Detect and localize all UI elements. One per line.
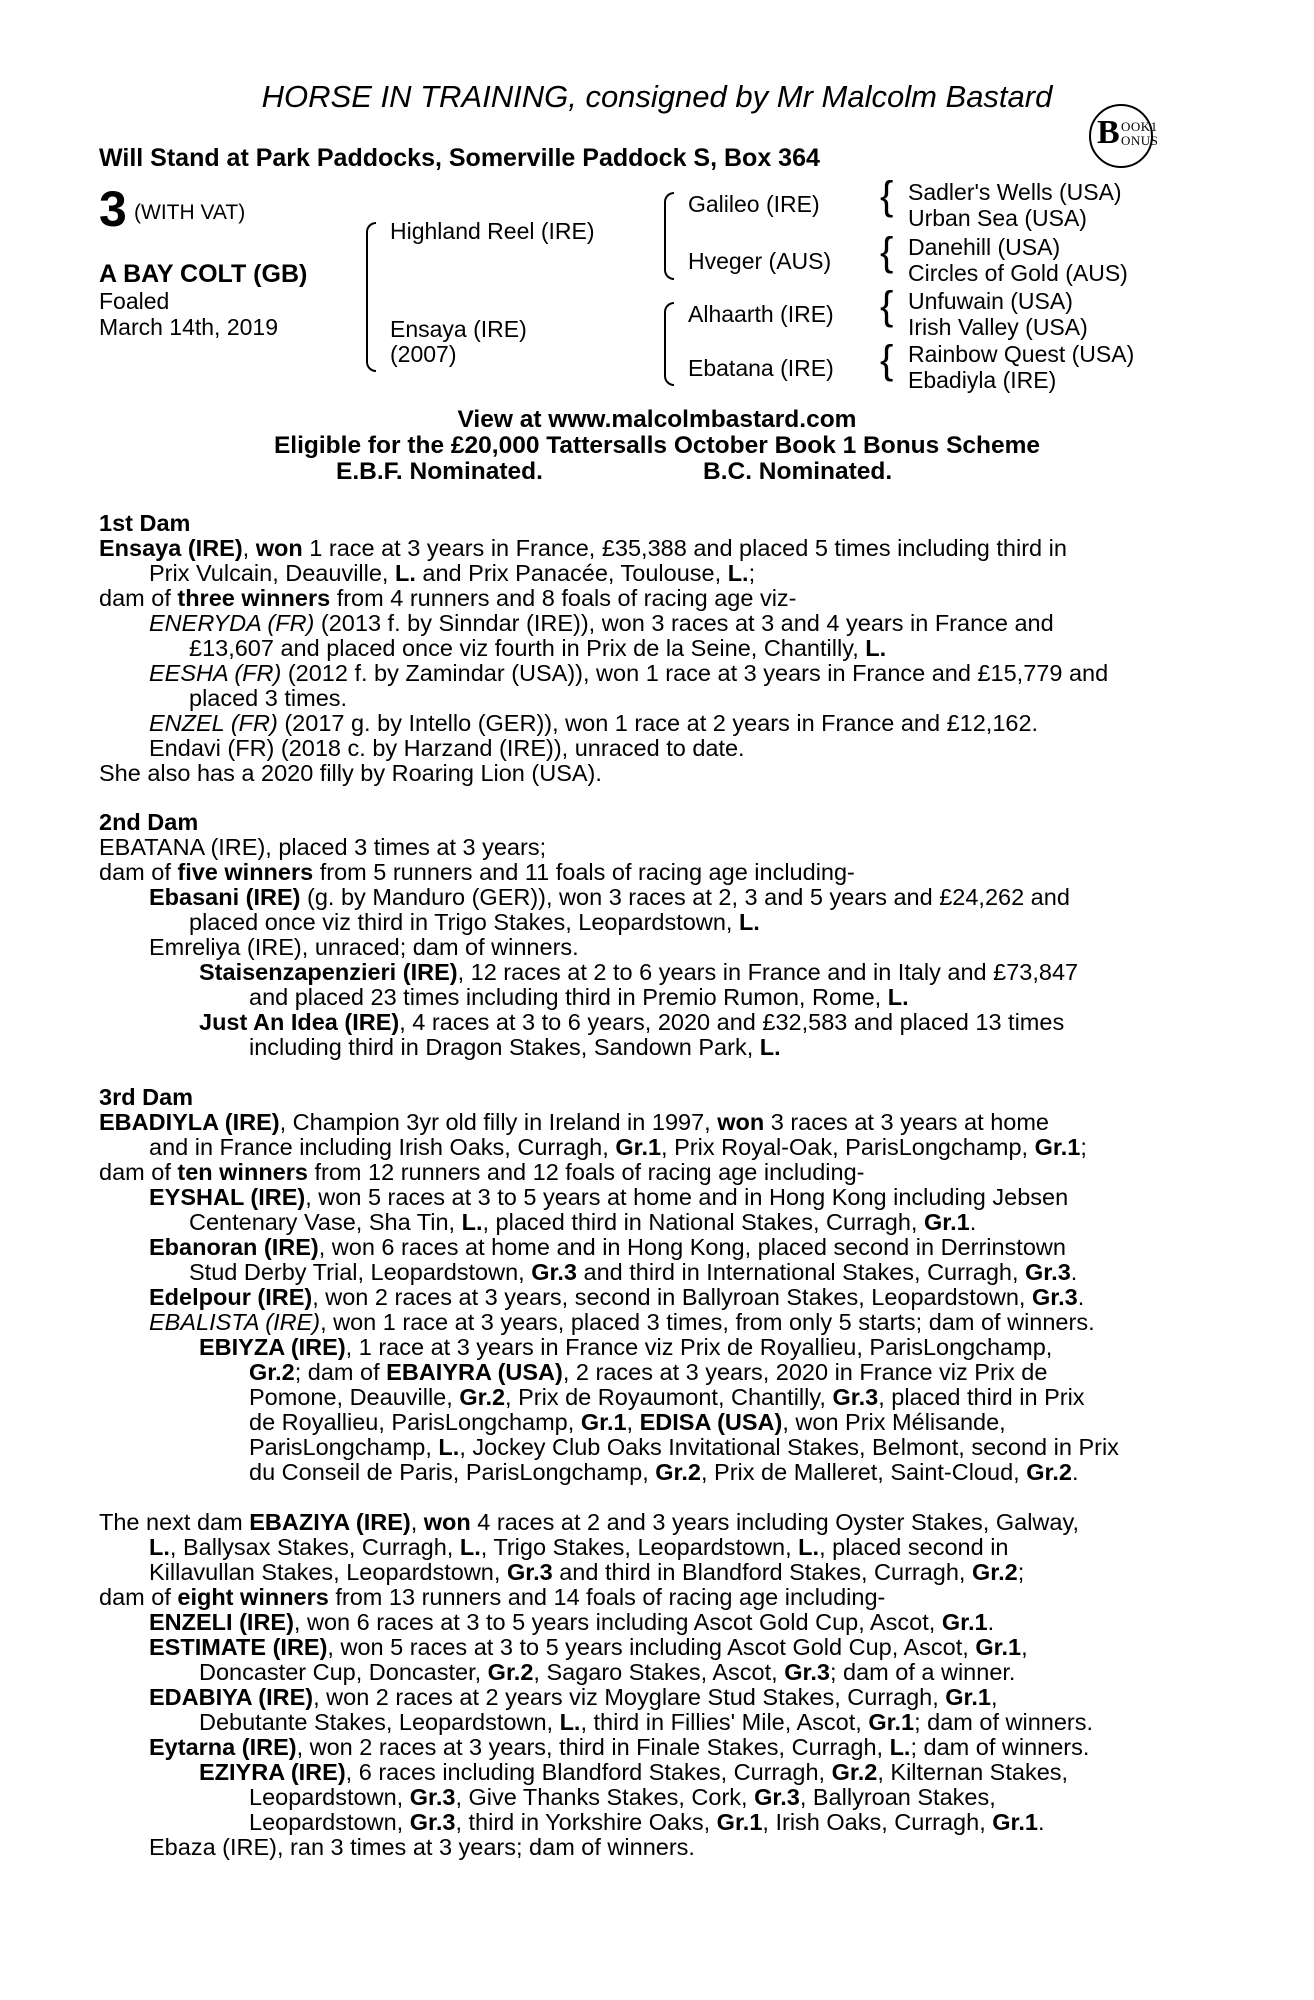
second-dam-line-5: Emreliya (IRE), unraced; dam of winners. (149, 934, 579, 960)
brace-2: { (880, 230, 894, 274)
third-dam-line-2: and in France including Irish Oaks, Curragh, Gr.1, Prix Royal-Oak, ParisLongchamp, Gr.1; (149, 1134, 1087, 1160)
third-dam-line-11: Gr.2; dam of EBAIYRA (USA), 2 races at 3 years, 2020 in France viz Prix de (249, 1359, 1048, 1385)
next-dam-line-14: Ebaza (IRE), ran 3 times at 3 years; dam of winners. (149, 1834, 695, 1860)
first-dam-line-6: EESHA (FR) (2012 f. by Zamindar (USA)), won 1 race at 3 years in France and £15,779 and (149, 660, 1109, 686)
sd-dam: Circles of Gold (AUS) (908, 260, 1128, 286)
third-dam-line-13: de Royallieu, ParisLongchamp, Gr.1, EDISA (USA), won Prix Mélisande, (249, 1409, 1006, 1435)
foaled-date: March 14th, 2019 (99, 314, 279, 340)
second-dam-heading: 2nd Dam (99, 809, 199, 835)
next-dam-line-10: Eytarna (IRE), won 2 races at 3 years, third in Finale Stakes, Curragh, L.; dam of winners. (149, 1734, 1090, 1760)
pedigree-bracket-dam (664, 302, 674, 386)
ss-sire: Sadler's Wells (USA) (908, 179, 1122, 205)
sd-sire: Danehill (USA) (908, 234, 1061, 260)
logo-bottom-text: ONUS (1121, 133, 1159, 148)
vat-label: (WITH VAT) (134, 201, 246, 224)
next-dam-line-8: EDABIYA (IRE), won 2 races at 2 years viz Moyglare Stud Stakes, Curragh, Gr.1, (149, 1684, 998, 1710)
dam-sire: Alhaarth (IRE) (688, 301, 834, 327)
dd-sire: Rainbow Quest (USA) (908, 341, 1135, 367)
third-dam-line-5: Centenary Vase, Sha Tin, L., placed third in National Stakes, Curragh, Gr.1. (189, 1209, 977, 1235)
second-dam-line-7: and placed 23 times including third in Premio Rumon, Rome, L. (249, 984, 909, 1010)
pedigree-bracket-main (366, 222, 376, 372)
second-dam-line-3: Ebasani (IRE) (g. by Manduro (GER)), won 3 races at 2, 3 and 5 years and £24,262 and (149, 884, 1070, 910)
second-dam-line-1: EBATANA (IRE), placed 3 times at 3 years; (99, 834, 547, 860)
sire-sire: Galileo (IRE) (688, 191, 820, 217)
ds-dam: Irish Valley (USA) (908, 314, 1088, 340)
next-dam-line-13: Leopardstown, Gr.3, third in Yorkshire Oaks, Gr.1, Irish Oaks, Curragh, Gr.1. (249, 1809, 1045, 1835)
logo-letter: B (1097, 114, 1120, 151)
third-dam-line-3: dam of ten winners from 12 runners and 12 foals of racing age including- (99, 1159, 865, 1185)
first-dam-line-3: dam of three winners from 4 runners and 8 foals of racing age viz- (99, 585, 797, 611)
next-dam-line-6: ESTIMATE (IRE), won 5 races at 3 to 5 years including Ascot Gold Cup, Ascot, Gr.1, (149, 1634, 1028, 1660)
third-dam-line-14: ParisLongchamp, L., Jockey Club Oaks Invitational Stakes, Belmont, second in Prix (249, 1434, 1119, 1460)
third-dam-line-9: EBALISTA (IRE), won 1 race at 3 years, placed 3 times, from only 5 starts; dam of winners. (149, 1309, 1095, 1335)
next-dam-line-3: Killavullan Stakes, Leopardstown, Gr.3 and third in Blandford Stakes, Curragh, Gr.2; (149, 1559, 1025, 1585)
third-dam-line-4: EYSHAL (IRE), won 5 races at 3 to 5 years at home and in Hong Kong including Jebsen (149, 1184, 1069, 1210)
second-dam-line-4: placed once viz third in Trigo Stakes, Leopardstown, L. (189, 909, 760, 935)
foaled-label: Foaled (99, 288, 170, 314)
first-dam-line-9: Endavi (FR) (2018 c. by Harzand (IRE)), unraced to date. (149, 735, 745, 761)
third-dam-line-10: EBIYZA (IRE), 1 race at 3 years in France viz Prix de Royallieu, ParisLongchamp, (199, 1334, 1053, 1360)
first-dam-heading: 1st Dam (99, 510, 191, 536)
next-dam-line-2: L., Ballysax Stakes, Curragh, L., Trigo Stakes, Leopardstown, L., placed second in (149, 1534, 1009, 1560)
first-dam-line-10: She also has a 2020 filly by Roaring Lion (USA). (99, 760, 602, 786)
stand-location: Will Stand at Park Paddocks, Somerville Paddock S, Box 364 (99, 144, 820, 172)
pedigree-bracket-sire (664, 192, 674, 280)
third-dam-line-8: Edelpour (IRE), won 2 races at 3 years, second in Ballyroan Stakes, Leopardstown, Gr.3. (149, 1284, 1085, 1310)
third-dam-heading: 3rd Dam (99, 1084, 194, 1110)
dd-dam: Ebadiyla (IRE) (908, 367, 1057, 393)
logo-top-text: OOK1 (1121, 119, 1158, 134)
first-dam-line-5: £13,607 and placed once viz fourth in Prix de la Seine, Chantilly, L. (189, 635, 887, 661)
next-dam-line-11: EZIYRA (IRE), 6 races including Blandford Stakes, Curragh, Gr.2, Kilternan Stakes, (199, 1759, 1069, 1785)
brace-1: { (880, 174, 894, 218)
third-dam-line-6: Ebanoran (IRE), won 6 races at home and in Hong Kong, placed second in Derrinstown (149, 1234, 1066, 1260)
second-dam-line-2: dam of five winners from 5 runners and 11 foals of racing age including- (99, 859, 855, 885)
book1-bonus-logo (1089, 104, 1159, 168)
next-dam-line-1: The next dam EBAZIYA (IRE), won 4 races at 2 and 3 years including Oyster Stakes, Galway, (99, 1509, 1080, 1535)
first-dam-line-8: ENZEL (FR) (2017 g. by Intello (GER)), won 1 race at 2 years in France and £12,162. (149, 710, 1039, 736)
first-dam-line-2: Prix Vulcain, Deauville, L. and Prix Panacée, Toulouse, L.; (149, 560, 756, 586)
next-dam-line-9: Debutante Stakes, Leopardstown, L., third in Fillies' Mile, Ascot, Gr.1; dam of winners. (199, 1709, 1094, 1735)
first-dam-line-1: Ensaya (IRE), won 1 race at 3 years in France, £35,388 and placed 5 times including third in (99, 535, 1067, 561)
next-dam-line-12: Leopardstown, Gr.3, Give Thanks Stakes, Cork, Gr.3, Ballyroan Stakes, (249, 1784, 996, 1810)
brace-4: { (880, 338, 894, 382)
ss-dam: Urban Sea (USA) (908, 205, 1087, 231)
bc-nominated: B.C. Nominated. (703, 458, 893, 485)
third-dam-line-12: Pomone, Deauville, Gr.2, Prix de Royaumont, Chantilly, Gr.3, placed third in Prix (249, 1384, 1085, 1410)
brace-3: { (880, 284, 894, 328)
sire-dam: Hveger (AUS) (688, 248, 832, 274)
dam-year: (2007) (390, 341, 457, 367)
horse-name: A BAY COLT (GB) (99, 260, 308, 288)
second-dam-line-8: Just An Idea (IRE), 4 races at 3 to 6 years, 2020 and £32,583 and placed 13 times (199, 1009, 1065, 1035)
eligibility: Eligible for the £20,000 Tattersalls October Book 1 Bonus Scheme (273, 432, 1041, 459)
sire: Highland Reel (IRE) (390, 218, 595, 244)
dam-dam: Ebatana (IRE) (688, 355, 834, 381)
page-title: HORSE IN TRAINING, consigned by Mr Malcolm Bastard (261, 79, 1053, 114)
second-dam-line-9: including third in Dragon Stakes, Sandown Park, L. (249, 1034, 781, 1060)
first-dam-line-7: placed 3 times. (189, 685, 348, 711)
third-dam-line-1: EBADIYLA (IRE), Champion 3yr old filly in Ireland in 1997, won 3 races at 3 years at home (99, 1109, 1049, 1135)
dam: Ensaya (IRE) (390, 316, 527, 342)
lot-number: 3 (99, 181, 127, 237)
view-link: View at www.malcolmbastard.com (457, 406, 857, 433)
next-dam-line-7: Doncaster Cup, Doncaster, Gr.2, Sagaro Stakes, Ascot, Gr.3; dam of a winner. (199, 1659, 1016, 1685)
third-dam-line-15: du Conseil de Paris, ParisLongchamp, Gr.2, Prix de Malleret, Saint-Cloud, Gr.2. (249, 1459, 1079, 1485)
third-dam-line-7: Stud Derby Trial, Leopardstown, Gr.3 and third in International Stakes, Curragh, Gr.3. (189, 1259, 1078, 1285)
ebf-nominated: E.B.F. Nominated. (336, 458, 543, 485)
next-dam-line-4: dam of eight winners from 13 runners and 14 foals of racing age including- (99, 1584, 886, 1610)
second-dam-line-6: Staisenzapenzieri (IRE), 12 races at 2 to 6 years in France and in Italy and £73,847 (199, 959, 1079, 985)
ds-sire: Unfuwain (USA) (908, 288, 1073, 314)
next-dam-line-5: ENZELI (IRE), won 6 races at 3 to 5 years including Ascot Gold Cup, Ascot, Gr.1. (149, 1609, 995, 1635)
first-dam-line-4: ENERYDA (FR) (2013 f. by Sinndar (IRE)), won 3 races at 3 and 4 years in France and (149, 610, 1054, 636)
